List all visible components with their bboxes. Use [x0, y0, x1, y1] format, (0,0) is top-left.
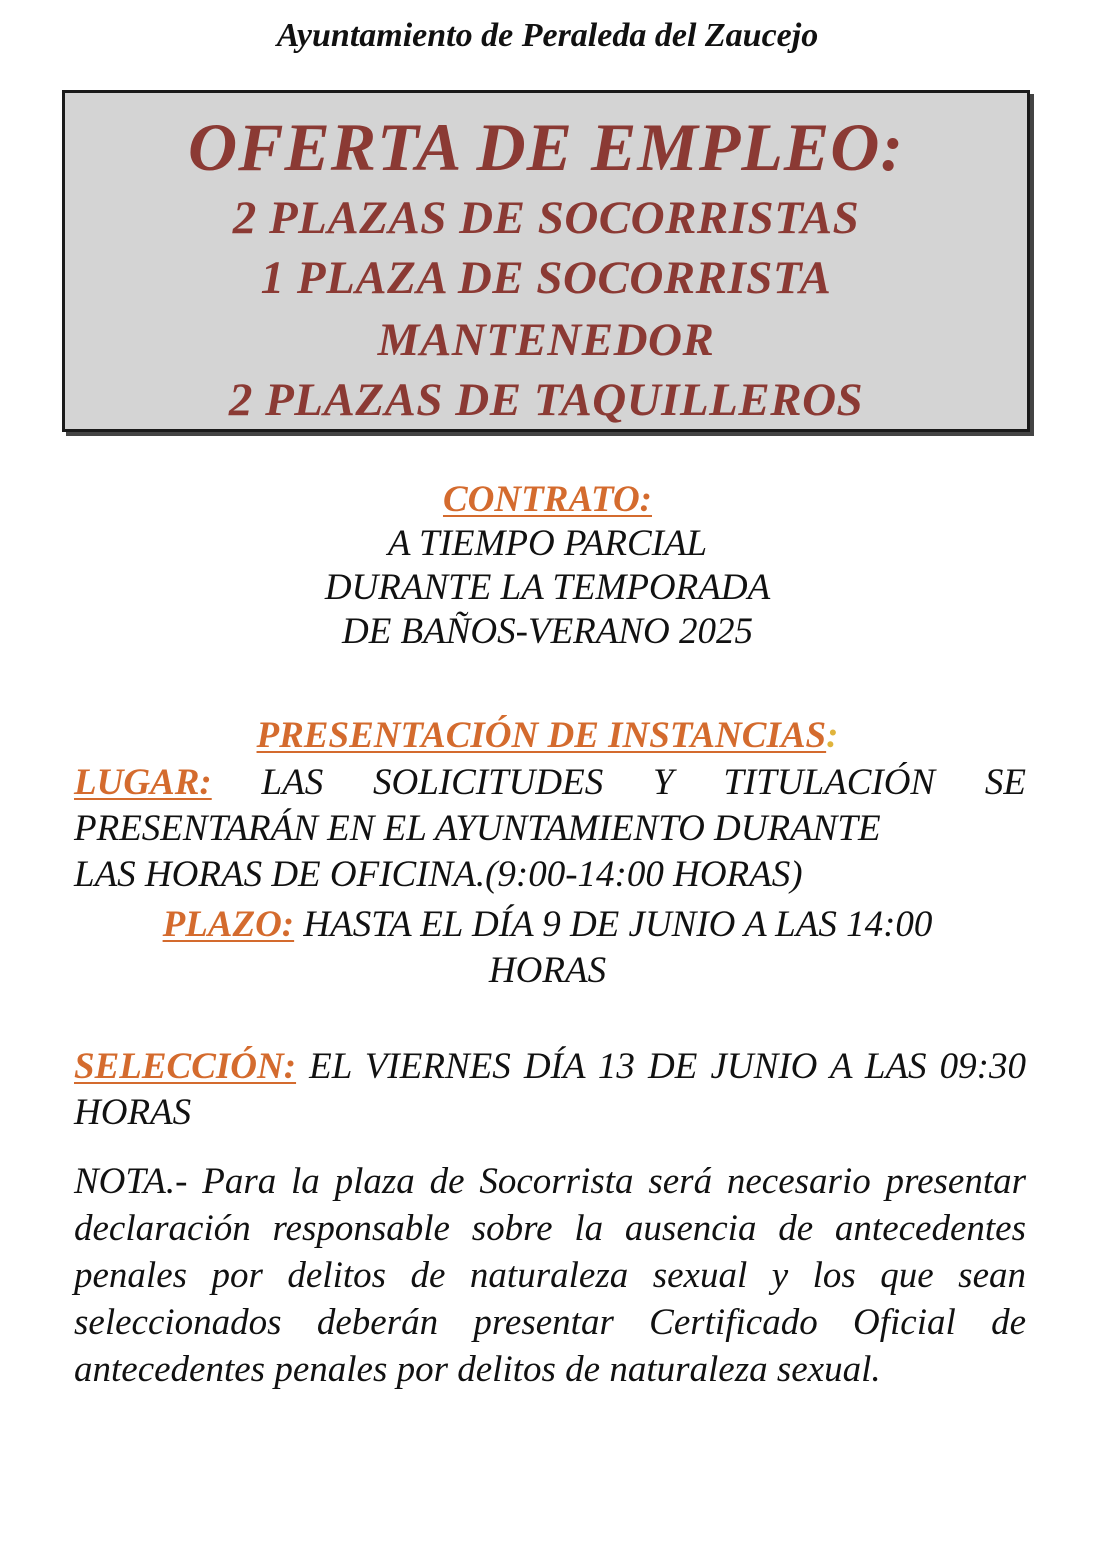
municipality-title: Ayuntamiento de Peraleda del Zaucejo: [276, 17, 819, 54]
contract-line-2: DURANTE LA TEMPORADA: [324, 567, 771, 608]
submission-place-line-3: LAS HORAS DE OFICINA.(9:00-14:00 HORAS): [74, 854, 803, 895]
note-paragraph: NOTA.- Para la plaza de Socorrista será necesario presentar declaración responsable sobre la ausencia de antecedentes penales por delitos de naturaleza sexual y los que sean seleccionados deberán presentar Certificado Oficial de antecedentes penales por delitos de naturaleza sexual.: [74, 1161, 1026, 1390]
deadline-text-1: HASTA EL DÍA 9 DE JUNIO A LAS 14:00: [294, 904, 933, 945]
job-offer-box: [62, 90, 1030, 432]
place-text: LAS SOLICITUDES Y TITULACIÓN SE PRESENTARÁN EN EL AYUNTAMIENTO DURANTE: [74, 762, 1026, 849]
contract-line-1: A TIEMPO PARCIAL: [387, 523, 708, 564]
selection-section: [74, 1044, 1026, 1136]
contract-line-3: DE BAÑOS-VERANO 2025: [341, 611, 754, 652]
submission-place: [74, 760, 1026, 852]
submission-deadline: [0, 902, 1095, 994]
offer-position-1: 2 PLAZAS DE SOCORRISTAS: [232, 192, 860, 244]
submission-label-colon: :: [826, 715, 839, 756]
submission-heading: [0, 714, 1095, 758]
contract-section: [0, 478, 1095, 654]
place-label: LUGAR:: [74, 762, 212, 803]
selection-label: SELECCIÓN:: [74, 1046, 297, 1087]
deadline-label: PLAZO:: [162, 904, 295, 945]
submission-label: PRESENTACIÓN DE INSTANCIAS: [256, 715, 827, 756]
offer-position-2: 1 PLAZA DE SOCORRISTA: [260, 252, 832, 304]
offer-position-4: 2 PLAZAS DE TAQUILLEROS: [228, 374, 864, 426]
deadline-text-2: HORAS: [488, 950, 607, 991]
selection-text: EL VIERNES DÍA 13 DE JUNIO A LAS 09:30 HORAS: [74, 1046, 1026, 1133]
offer-heading: OFERTA DE EMPLEO:: [187, 109, 905, 185]
offer-position-3: MANTENEDOR: [377, 314, 715, 366]
contract-label: CONTRATO:: [442, 479, 652, 520]
